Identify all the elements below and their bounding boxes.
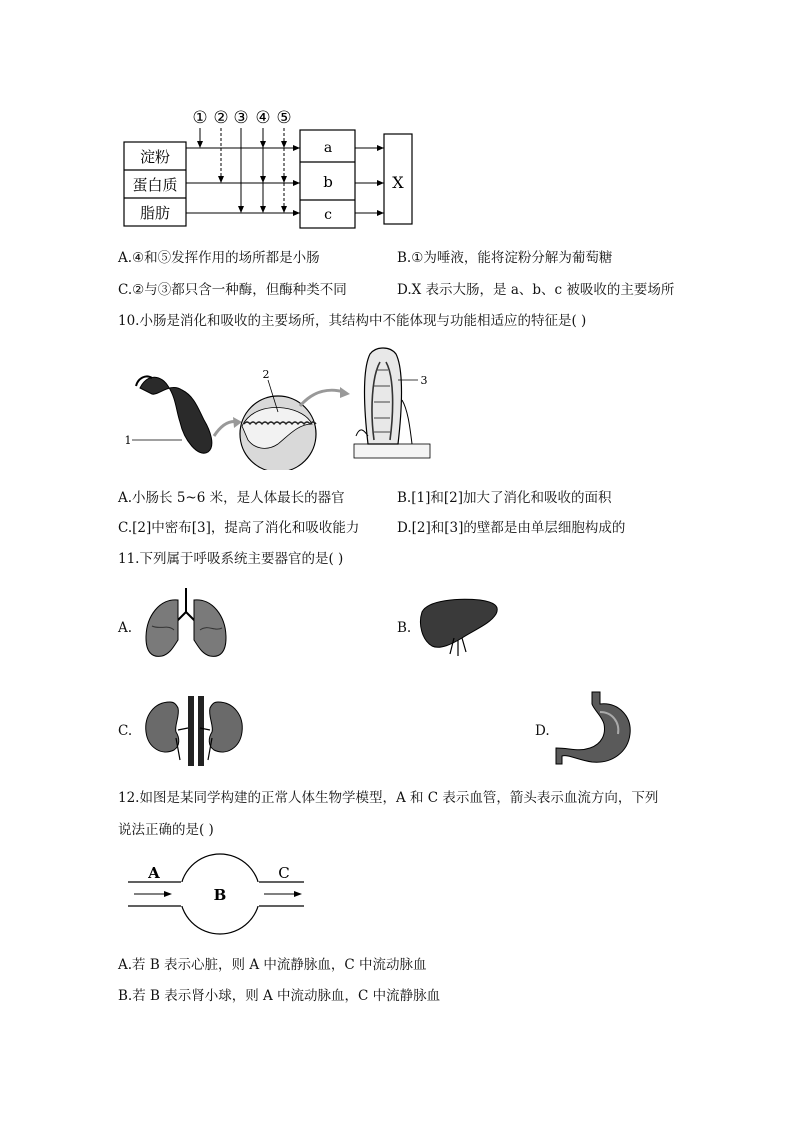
liver-image bbox=[418, 594, 502, 658]
kidneys-image bbox=[140, 694, 248, 766]
circle-label-3: ③ bbox=[233, 108, 249, 128]
q11-option-b: B. bbox=[397, 620, 412, 636]
q11-option-c: C. bbox=[118, 723, 133, 739]
vessel-a-label: A bbox=[148, 864, 160, 882]
circle-label-1: ① bbox=[192, 108, 208, 128]
q10-option-a: A.小肠长 5~6 米，是人体最长的器官 bbox=[118, 490, 345, 506]
q12-option-a: A.若 B 表示心脏，则 A 中流静脉血，C 中流动脉血 bbox=[118, 957, 427, 973]
q10-option-d: D.[2]和[3]的壁都是由单层细胞构成的 bbox=[397, 520, 626, 536]
q9-option-b: B.①为唾液，能将淀粉分解为葡萄糖 bbox=[397, 250, 613, 266]
circle-label-4: ④ bbox=[255, 108, 271, 128]
nutrient-starch: 淀粉 bbox=[139, 148, 171, 166]
circle-label-2: ② bbox=[213, 108, 229, 128]
nutrient-fat: 脂肪 bbox=[139, 204, 171, 222]
product-c: c bbox=[324, 207, 332, 223]
q11-option-a: A. bbox=[118, 620, 133, 636]
stomach-image bbox=[554, 688, 636, 770]
product-b: b bbox=[323, 173, 333, 191]
x-label: X bbox=[392, 173, 404, 192]
q12-option-b: B.若 B 表示肾小球，则 A 中流动脉血，C 中流静脉血 bbox=[118, 988, 441, 1004]
label-2: 2 bbox=[262, 368, 270, 381]
small-intestine-figure bbox=[118, 340, 438, 470]
q11-stem: 11.下列属于呼吸系统主要器官的是( ) bbox=[118, 551, 344, 567]
q10-option-b: B.[1]和[2]加大了消化和吸收的面积 bbox=[397, 490, 612, 506]
q9-option-a: A.④和⑤发挥作用的场所都是小肠 bbox=[118, 250, 320, 266]
q11-option-d: D. bbox=[535, 723, 550, 739]
q10-stem: 10.小肠是消化和吸收的主要场所，其结构中不能体现与功能相适应的特征是( ) bbox=[118, 313, 587, 329]
q10-option-c: C.[2]中密布[3]，提高了消化和吸收能力 bbox=[118, 520, 360, 536]
label-1: 1 bbox=[124, 434, 132, 447]
product-a: a bbox=[323, 140, 333, 156]
q12-stem-line2: 说法正确的是( ) bbox=[118, 822, 214, 838]
q9-option-d: D.X 表示大肠，是 a、b、c 被吸收的主要场所 bbox=[397, 282, 675, 298]
q12-stem-line1: 12.如图是某同学构建的正常人体生物学模型，A 和 C 表示血管，箭头表示血流方向，下列 bbox=[118, 790, 659, 806]
nutrient-protein: 蛋白质 bbox=[132, 176, 178, 194]
organ-b-label: B bbox=[213, 886, 227, 904]
lungs-image bbox=[140, 586, 232, 664]
vessel-c-label: C bbox=[278, 864, 290, 882]
label-3: 3 bbox=[420, 374, 428, 387]
digestion-diagram bbox=[118, 104, 418, 232]
blood-vessel-diagram bbox=[124, 852, 324, 936]
circle-label-5: ⑤ bbox=[276, 108, 292, 128]
q9-option-c: C.②与③都只含一种酶，但酶种类不同 bbox=[118, 282, 347, 298]
